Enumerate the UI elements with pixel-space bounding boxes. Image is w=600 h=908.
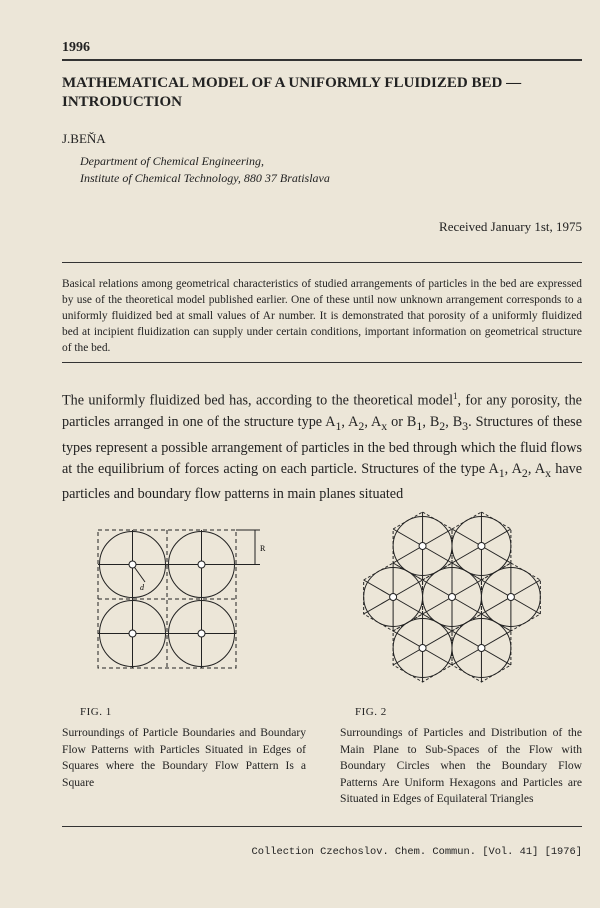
figure-1-label: FIG. 1 <box>80 706 112 718</box>
figure-2-particle-center <box>390 594 397 601</box>
figure-2-spoke <box>393 580 422 597</box>
figure-2-spoke <box>452 648 481 665</box>
figure-2-spoke <box>481 631 510 648</box>
figure-2-spoke <box>423 529 452 546</box>
figure-2-spoke <box>364 580 393 597</box>
figure-2-caption: Surroundings of Particles and Distribution of the Main Plane to Sub-Spaces of the Flow with Boundary Circles when the Boundary Flow Patterns Are Uniform Hexagons and Particles are Situated in Edges of Equilateral Triangles <box>340 726 582 805</box>
figure-2-spoke <box>423 597 452 614</box>
figure-2-particle-center <box>507 594 514 601</box>
figure-2-spoke <box>364 597 393 614</box>
figure-2-spoke <box>481 597 510 614</box>
figure-2-particle-center <box>449 594 456 601</box>
figure-2-spoke <box>393 648 422 665</box>
affiliation-line-2: Institute of Chemical Technology, 880 37 Bratislava <box>80 171 330 185</box>
affiliation-line-1: Department of Chemical Engineering, <box>80 154 264 168</box>
figure-1-diagram <box>90 522 280 682</box>
figure-2-spoke <box>393 546 422 563</box>
received-date: Received January 1st, 1975 <box>439 219 582 234</box>
page-number: 1996 <box>62 40 90 55</box>
figure-2-label: FIG. 2 <box>355 706 387 718</box>
article-title: MATHEMATICAL MODEL OF A UNIFORMLY FLUIDIZED BED — INTRODUCTION <box>62 75 522 110</box>
figure-2-spoke <box>393 529 422 546</box>
figure-2-spoke <box>452 580 481 597</box>
figure-2-particle-center <box>478 543 485 550</box>
figure-2-spoke <box>423 580 452 597</box>
abstract-top-rule <box>62 262 582 263</box>
abstract: Basical relations among geometrical characteristics of studied arrangements of particles in the bed are expressed by use of the theoretical model published earlier. One of these until now unknown arrangement corresponds to a uniformly fluidized bed at small values of Ar number. It is demonstrated that porosity of a uniformly fluidized bed at incipient fluidization can supply under certain conditions, important information on geometrical structure of the bed. <box>62 278 582 354</box>
author: J.BEŇA <box>62 131 106 146</box>
footer-rule <box>62 826 582 827</box>
figure-2-spoke <box>481 648 510 665</box>
figure-2-spoke <box>481 580 510 597</box>
reference-marker: 1 <box>453 391 458 401</box>
figure-2-spoke <box>511 597 540 614</box>
figure-2-spoke <box>452 546 481 563</box>
figure-2-spoke <box>481 546 510 563</box>
figure-1-caption: Surroundings of Particle Boundaries and Boundary Flow Patterns with Particles Situated in Edges of Squares where the Boundary Flow Pattern Is a Square <box>62 726 306 789</box>
body-paragraph: The uniformly fluidized bed has, according to the theoretical model$^1$, for any porosity, the particles arranged in one of the structure type $A_1$, $A_2$, $A_x$ or $B_1$, $B_2$, $B_3$. Structures of these types represent a possible arrangement of particles in the bed through which the fluid flows at the equilibrium of forces acting on each particle. Structures of the type $A_1$, $A_2$, $A_x$ have particles and boundary flow patterns in main planes situated <box>62 391 583 503</box>
figure-2-particle-center <box>419 543 426 550</box>
affiliation <box>80 153 330 187</box>
figure-2-spoke <box>481 529 510 546</box>
figure-2-spoke <box>423 648 452 665</box>
figure-1-label-d: d <box>140 583 144 592</box>
figure-2-particle-center <box>478 645 485 652</box>
figure-2-spoke <box>452 529 481 546</box>
figure-2-spoke <box>393 631 422 648</box>
figure-2-particle-center <box>419 645 426 652</box>
abstract-bottom-rule <box>62 362 582 363</box>
figure-2-spoke <box>511 580 540 597</box>
figure-2-spoke <box>452 631 481 648</box>
figure-1-label-r: R <box>260 544 266 553</box>
figure-2-diagram <box>352 505 552 690</box>
journal-footer: Collection Czechoslov. Chem. Commun. [Vol. 41] [1976] <box>251 846 582 858</box>
figure-2-spoke <box>423 546 452 563</box>
figure-2-spoke <box>393 597 422 614</box>
figure-2-spoke <box>423 631 452 648</box>
figure-2-spoke <box>452 597 481 614</box>
header-rule <box>62 59 582 61</box>
